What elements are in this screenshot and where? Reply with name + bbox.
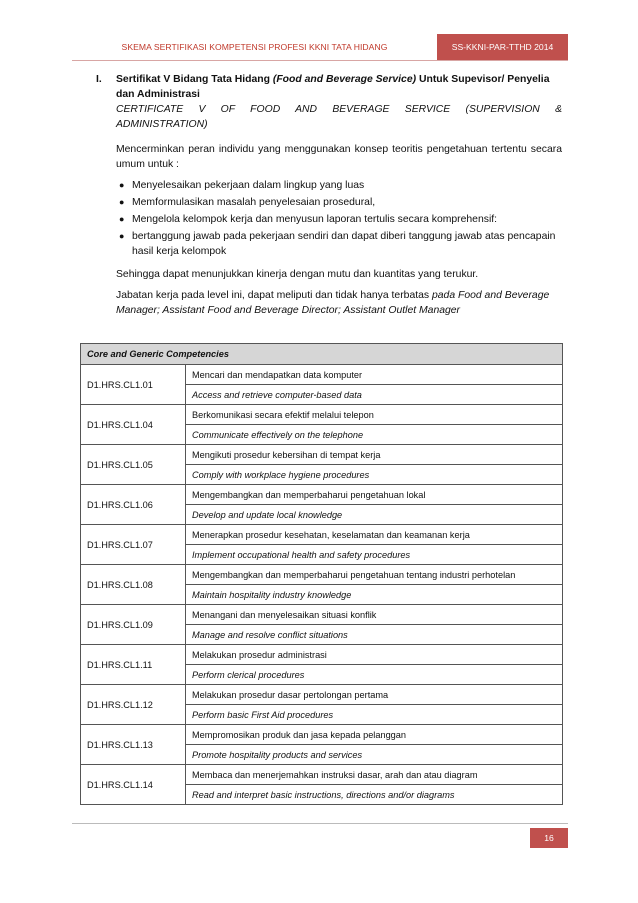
unit-title-id: Menerapkan prosedur kesehatan, keselamatan dan keamanan kerja [186,525,563,545]
unit-title-id: Melakukan prosedur dasar pertolongan pertama [186,685,563,705]
section-title-part2: Untuk Supevisor/ Penyelia dan Administrasi [116,74,550,100]
unit-title-en: Communicate effectively on the telephone [186,425,563,445]
jobs-prefix: Jabatan kerja pada level ini, dapat meliputi dan tidak hanya terbatas [116,290,430,301]
unit-code: D1.HRS.CL1.09 [81,605,186,645]
section-content [96,72,562,318]
page-number-badge: 16 [530,828,568,848]
unit-title-en: Access and retrieve computer-based data [186,385,563,405]
bullet-icon: ● [119,214,125,224]
unit-title-id: Mengembangkan dan memperbaharui pengetahuan lokal [186,485,563,505]
header-divider [72,60,568,61]
list-item: ● Menyelesaikan pekerjaan dalam lingkup yang luas [119,180,365,191]
bullet-icon: ● [119,180,125,190]
header-code-badge: SS-KKNI-PAR-TTHD 2014 [437,34,568,60]
table-row [81,725,563,745]
table-row [81,365,563,385]
unit-code: D1.HRS.CL1.12 [81,685,186,725]
footer-divider [72,823,568,824]
unit-title-en: Manage and resolve conflict situations [186,625,563,645]
unit-title-en: Promote hospitality products and services [186,745,563,765]
list-item: ● Mengelola kelompok kerja dan menyusun laporan tertulis secara komprehensif: [119,214,498,225]
bullet-icon: ● [119,197,125,207]
unit-code: D1.HRS.CL1.01 [81,365,186,405]
table-row [81,605,563,625]
unit-code: D1.HRS.CL1.05 [81,445,186,485]
unit-title-en: Maintain hospitality industry knowledge [186,585,563,605]
summary-paragraph: Sehingga dapat menunjukkan kinerja dengan mutu dan kuantitas yang terukur. [116,269,479,280]
jobs-list: pada Food and Beverage Manager; Assistant Food and Beverage Director; Assistant Outlet Manager [116,290,550,316]
unit-code: D1.HRS.CL1.04 [81,405,186,445]
competency-table [80,343,563,805]
unit-title-id: Menangani dan menyelesaikan situasi konflik [186,605,563,625]
header-title: SKEMA SERTIFIKASI KOMPETENSI PROFESI KKNI TATA HIDANG [121,42,388,52]
unit-code: D1.HRS.CL1.07 [81,525,186,565]
unit-title-en: Perform clerical procedures [186,665,563,685]
table-header: Core and Generic Competencies [81,344,563,365]
table-row [81,445,563,465]
list-item: ● Memformulasikan masalah penyelesaian prosedural, [119,197,376,208]
section-title-italic: (Food and Beverage Service) [272,74,417,85]
table-row [81,645,563,665]
unit-title-en: Develop and update local knowledge [186,505,563,525]
table-row [81,485,563,505]
section-heading [96,72,562,102]
unit-title-id: Mengembangkan dan memperbaharui pengetahuan tentang industri perhotelan [186,565,563,585]
certificate-line-2: ADMINISTRATION) [116,119,208,130]
section-title-part1: Sertifikat V Bidang Tata Hidang [116,74,270,85]
unit-title-en: Perform basic First Aid procedures [186,705,563,725]
table-row [81,685,563,705]
unit-code: D1.HRS.CL1.14 [81,765,186,805]
intro-paragraph: Mencerminkan peran individu yang menggunakan konsep teoritis pengetahuan tertentu secara umum untuk : [116,144,562,170]
unit-title-id: Mempromosikan produk dan jasa kepada pelanggan [186,725,563,745]
unit-title-id: Mengikuti prosedur kebersihan di tempat kerja [186,445,563,465]
unit-code: D1.HRS.CL1.08 [81,565,186,605]
unit-title-id: Membaca dan menerjemahkan instruksi dasar, arah dan atau diagram [186,765,563,785]
unit-title-en: Comply with workplace hygiene procedures [186,465,563,485]
unit-title-en: Read and interpret basic instructions, directions and/or diagrams [186,785,563,805]
table-row [81,405,563,425]
unit-code: D1.HRS.CL1.06 [81,485,186,525]
jobs-paragraph [116,288,562,318]
bullet-icon: ● [119,231,125,241]
unit-code: D1.HRS.CL1.11 [81,645,186,685]
table-row [81,525,563,545]
section-number: I. [96,74,102,85]
unit-title-id: Melakukan prosedur administrasi [186,645,563,665]
bullet-list [116,178,562,259]
list-item: ● bertanggung jawab pada pekerjaan sendiri dan dapat diberi tanggung jawab atas pencapain hasil kerja kelompok [119,231,556,257]
unit-title-en: Implement occupational health and safety procedures [186,545,563,565]
table-row [81,765,563,785]
table-row [81,565,563,585]
page-header [72,34,568,60]
unit-title-id: Mencari dan mendapatkan data komputer [186,365,563,385]
unit-code: D1.HRS.CL1.13 [81,725,186,765]
unit-title-id: Berkomunikasi secara efektif melalui telepon [186,405,563,425]
certificate-line-1: CERTIFICATE V OF FOOD AND BEVERAGE SERVICE (SUPERVISION & [116,104,562,115]
